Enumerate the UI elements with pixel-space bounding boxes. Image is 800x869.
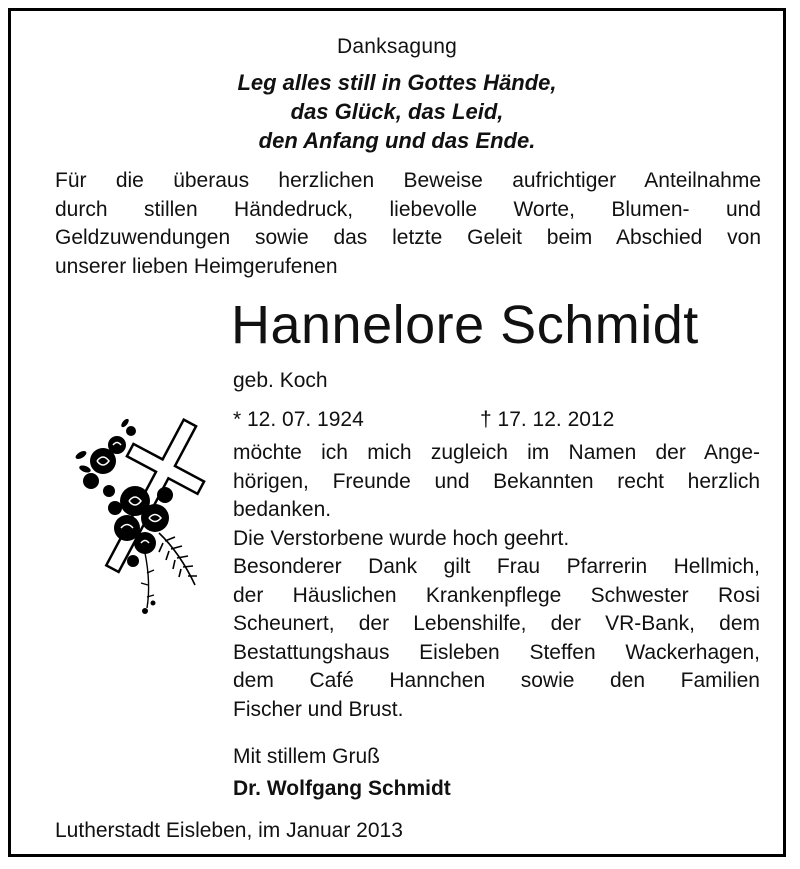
intro-line: durch stillen Händedruck, liebevolle Worte, Blumen- und: [55, 197, 761, 221]
death-date: † 17. 12. 2012: [480, 408, 615, 431]
sender-name: Dr. Wolfgang Schmidt: [233, 777, 451, 800]
verse-line: das Glück, das Leid,: [290, 99, 504, 124]
life-dates: [233, 408, 753, 432]
birth-date: * 12. 07. 1924: [233, 408, 364, 431]
obituary-frame: [8, 8, 786, 857]
thanks-line: dem Café Hannchen sowie den Familien: [233, 669, 760, 692]
deceased-name: Hannelore Schmidt: [231, 295, 699, 355]
verse: [11, 68, 783, 155]
thanks-line: Scheunert, der Lebenshilfe, der VR-Bank, dem: [233, 612, 760, 635]
thanks-line: hörigen, Freunde und Bekannten recht herzlich: [233, 469, 760, 493]
place-and-date: Lutherstadt Eisleben, im Januar 2013: [55, 819, 403, 842]
verse-line: den Anfang und das Ende.: [258, 128, 536, 153]
thanks-line: Die Verstorbene wurde hoch geehrt.: [233, 526, 570, 550]
thanks-line: Fischer und Brust.: [233, 697, 404, 721]
closing-greeting: Mit stillem Gruß: [233, 745, 380, 768]
cross-with-roses-icon: [55, 403, 215, 623]
notice-heading: Danksagung: [337, 35, 457, 58]
thanks-paragraph: [233, 439, 760, 724]
thanks-line: Bestattungshaus Eisleben Steffen Wackerhagen,: [233, 640, 760, 664]
intro-line: Geldzuwendungen sowie das letzte Geleit beim Abschied von: [55, 226, 761, 249]
intro-line: Für die überaus herzlichen Beweise aufrichtiger Anteilnahme: [55, 169, 761, 192]
thanks-line: der Häuslichen Krankenpflege Schwester Rosi: [233, 583, 760, 607]
birth-name: geb. Koch: [233, 369, 328, 392]
intro-line: unserer lieben Heimgerufenen: [55, 254, 338, 278]
thanks-line: Besonderer Dank gilt Frau Pfarrerin Hellmich,: [233, 555, 760, 578]
verse-line: Leg alles still in Gottes Hände,: [237, 70, 557, 95]
thanks-line: möchte ich mich zugleich im Namen der Ange-: [233, 441, 760, 464]
intro-paragraph: [55, 167, 761, 281]
thanks-line: bedanken.: [233, 498, 332, 521]
